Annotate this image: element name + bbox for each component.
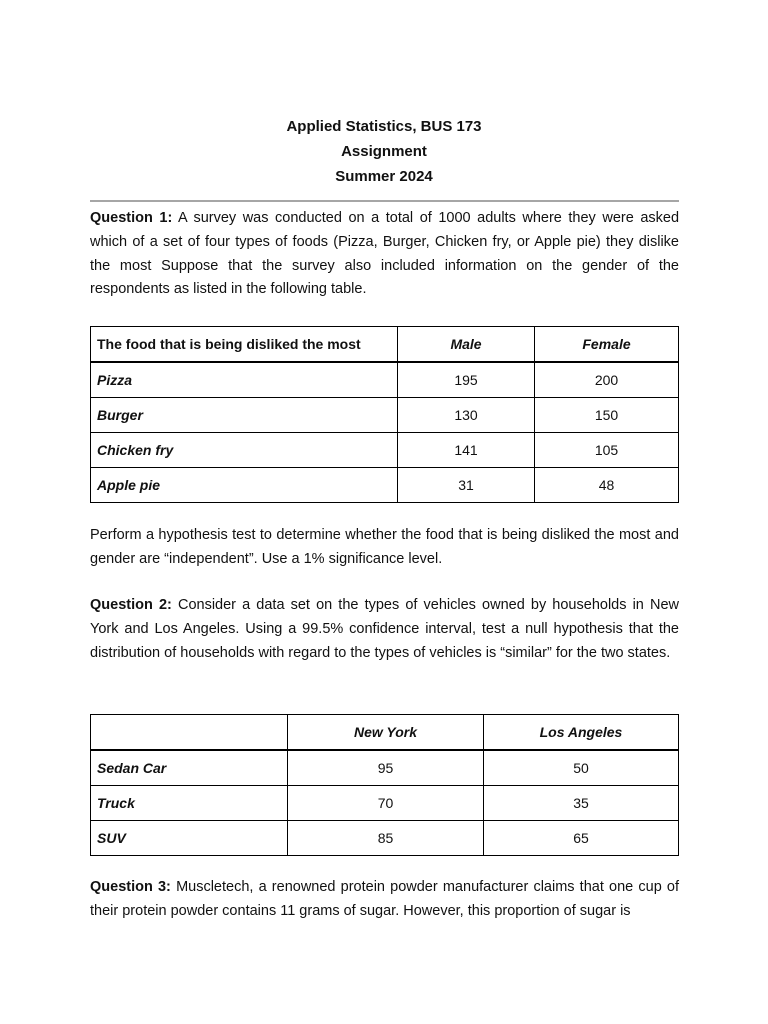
table-row bbox=[91, 398, 679, 433]
food-dislike-table bbox=[90, 326, 679, 503]
question-1-text bbox=[90, 207, 679, 302]
table-row bbox=[91, 433, 679, 468]
row-label: Sedan Car bbox=[91, 750, 288, 786]
cell-male: 130 bbox=[398, 398, 535, 433]
question-1-body: A survey was conducted on a total of 1000 adults where they were asked which of a set of four types of foods (Pizza, Burger, Chicken fry, or Apple pie) they dislike the most Suppose that the survey also included information on the gender of the respondents as listed in the following table. bbox=[90, 210, 680, 298]
header-divider bbox=[90, 200, 679, 202]
column-header-female: Female bbox=[535, 327, 679, 363]
cell-los-angeles: 35 bbox=[484, 786, 679, 821]
cell-female: 200 bbox=[535, 362, 679, 398]
question-3-body: Muscletech, a renowned protein powder manufacturer claims that one cup of their protein powder contains 11 grams of sugar. However, this proportion of sugar is bbox=[90, 879, 680, 919]
column-header-male: Male bbox=[398, 327, 535, 363]
column-header-los-angeles: Los Angeles bbox=[484, 715, 679, 751]
question-3-label: Question 3: bbox=[90, 879, 171, 895]
table-row bbox=[91, 821, 679, 856]
table-header-row bbox=[91, 327, 679, 363]
row-label: Truck bbox=[91, 786, 288, 821]
table-header-row bbox=[91, 715, 679, 751]
cell-new-york: 70 bbox=[288, 786, 484, 821]
cell-male: 31 bbox=[398, 468, 535, 503]
cell-los-angeles: 65 bbox=[484, 821, 679, 856]
cell-new-york: 85 bbox=[288, 821, 484, 856]
cell-female: 48 bbox=[535, 468, 679, 503]
row-label: Chicken fry bbox=[91, 433, 398, 468]
row-label: Pizza bbox=[91, 362, 398, 398]
document-header bbox=[0, 114, 768, 189]
question-3-text bbox=[90, 876, 679, 924]
row-label: Apple pie bbox=[91, 468, 398, 503]
cell-female: 105 bbox=[535, 433, 679, 468]
cell-male: 195 bbox=[398, 362, 535, 398]
table-row bbox=[91, 750, 679, 786]
question-1-label: Question 1: bbox=[90, 210, 173, 226]
table-row bbox=[91, 362, 679, 398]
question-2-label: Question 2: bbox=[90, 597, 172, 613]
assignment-label: Assignment bbox=[341, 143, 427, 160]
table-row bbox=[91, 468, 679, 503]
vehicle-table bbox=[90, 714, 679, 856]
cell-new-york: 95 bbox=[288, 750, 484, 786]
column-header-new-york: New York bbox=[288, 715, 484, 751]
column-header-empty bbox=[91, 715, 288, 751]
cell-male: 141 bbox=[398, 433, 535, 468]
course-title: Applied Statistics, BUS 173 bbox=[286, 118, 482, 135]
table-row bbox=[91, 786, 679, 821]
row-label: Burger bbox=[91, 398, 398, 433]
question-2-body: Consider a data set on the types of vehicles owned by households in New York and Los Angeles. Using a 99.5% confidence interval, test a null hypothesis that the distribution of households with regard to the types of vehicles is “similar” for the two states. bbox=[90, 597, 679, 661]
term-label: Summer 2024 bbox=[335, 168, 433, 185]
cell-female: 150 bbox=[535, 398, 679, 433]
question-2-text bbox=[90, 594, 679, 665]
column-header-food: The food that is being disliked the most bbox=[91, 327, 398, 363]
row-label: SUV bbox=[91, 821, 288, 856]
question-1-instruction: Perform a hypothesis test to determine whether the food that is being disliked the most and gender are “independent”. Use a 1% significance level. bbox=[90, 527, 679, 567]
cell-los-angeles: 50 bbox=[484, 750, 679, 786]
